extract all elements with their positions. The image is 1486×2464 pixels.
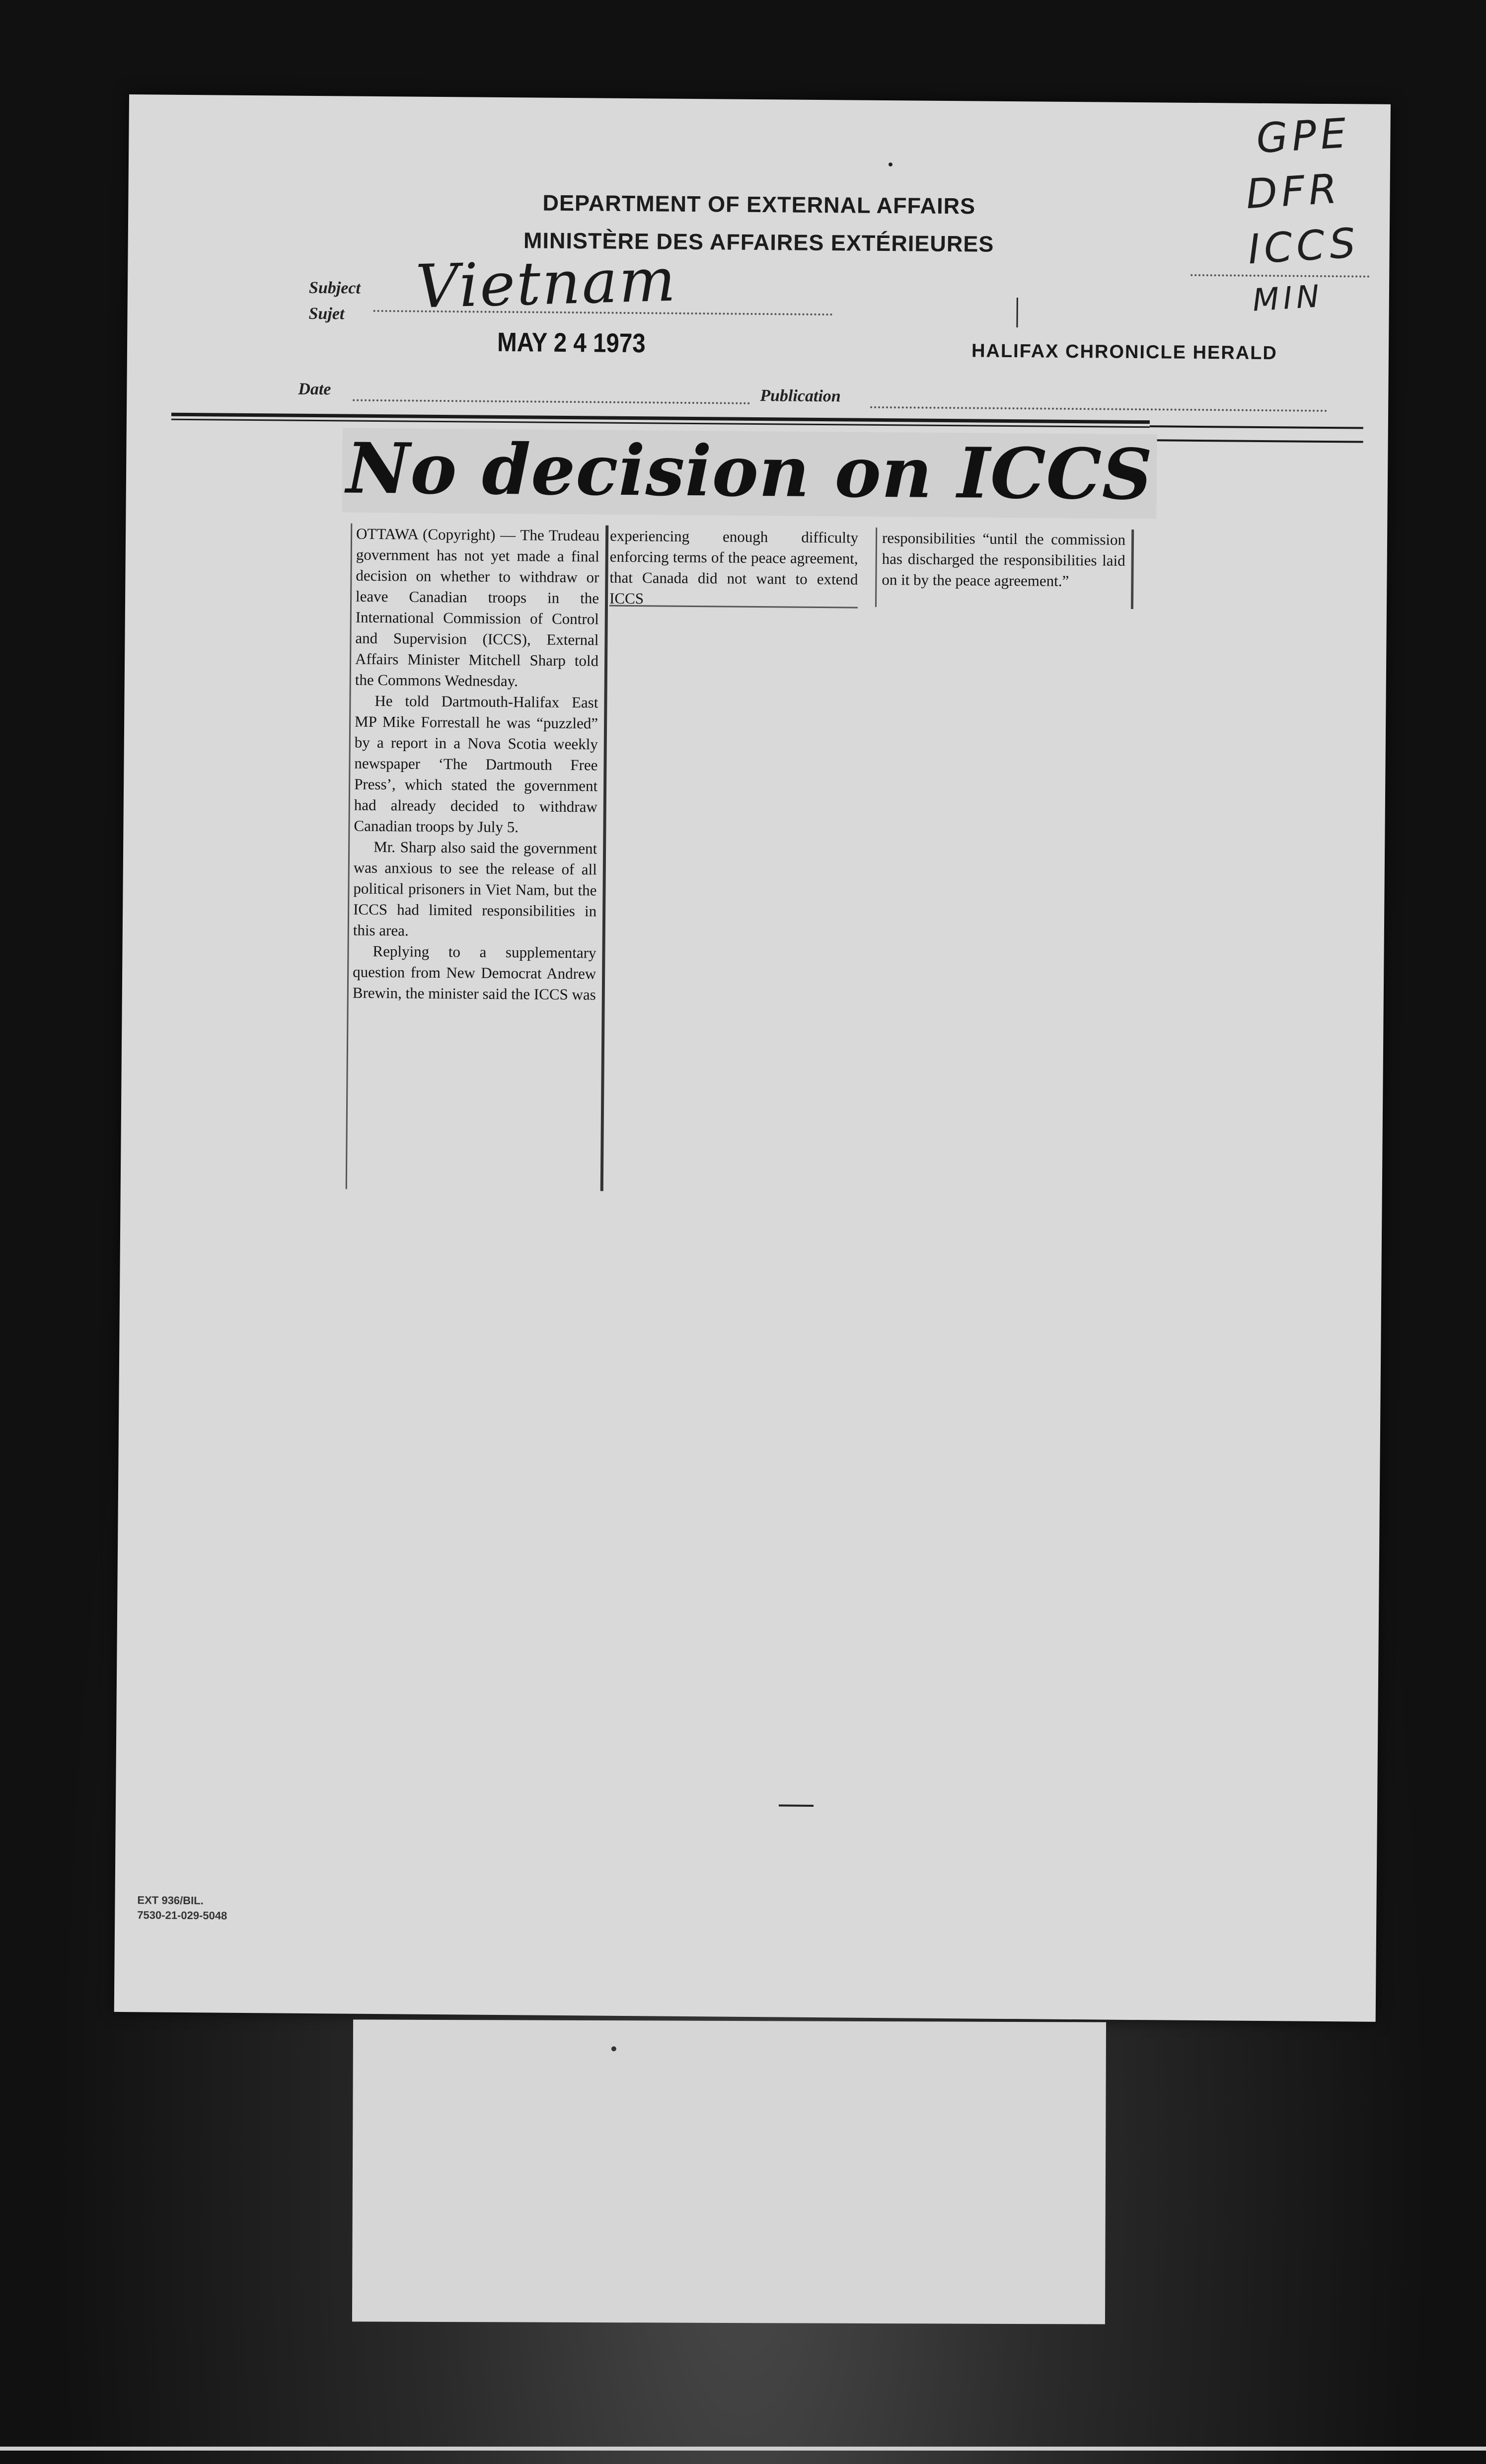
- sujet-label: Sujet: [308, 304, 345, 323]
- article-paragraph: He told Dartmouth-Halifax East MP Mike Forrestall he was “puzzled” by a report in a Nova Scotia weekly newspaper ‘The Dartmouth Free Press’, which stated the government had already decided to withdraw Canadian troops by July 5.: [354, 692, 598, 836]
- publication-value: HALIFAX CHRONICLE HERALD: [971, 340, 1278, 364]
- bottom-edge-strip: [0, 2447, 1486, 2451]
- article-paragraph: OTTAWA (Copyright) — The Trudeau government has not yet made a final decision on whether to withdraw or leave Canadian troops in the International Commission of Control and Supervision (ICCS), External Affairs Minister Mitchell Sharp told the Commons Wednesday.: [355, 525, 600, 690]
- speck: [611, 2046, 616, 2051]
- publication-label: Publication: [760, 386, 841, 406]
- stray-mark: [1016, 298, 1018, 327]
- handwritten-annotation: MIN: [1251, 278, 1325, 318]
- form-code-line: 7530-21-029-5048: [137, 1909, 227, 1922]
- annotation-dotted-line: [1190, 274, 1369, 278]
- article-column-1: [346, 524, 609, 1191]
- subject-label: Subject: [308, 278, 361, 298]
- date-stamp: MAY 2 4 1973: [497, 327, 646, 359]
- date-dotted-line: [353, 399, 750, 404]
- blank-paper-slip: [352, 2019, 1106, 2324]
- handwritten-annotation: DFR: [1244, 165, 1342, 219]
- article-paragraph: Mr. Sharp also said the government was anxious to see the release of all political prisoners in Viet Nam, but the ICCS had limited responsibilities in this area.: [353, 838, 597, 939]
- newspaper-clipping: [337, 424, 1157, 1205]
- subject-value-handwritten: Vietnam: [415, 245, 678, 322]
- article-paragraph: responsibilities “until the commission has discharged the responsibilities laid on it by the peace agreement.”: [882, 529, 1126, 590]
- date-label: Date: [298, 380, 331, 399]
- article-headline: No decision on ICCS: [342, 428, 1157, 519]
- header-french: MINISTÈRE DES AFFAIRES EXTÉRIEURES: [523, 228, 994, 257]
- form-code-line: EXT 936/BIL.: [137, 1894, 204, 1907]
- speck: [889, 162, 892, 166]
- article-paragraph: experiencing enough difficulty enforcing terms of the peace agreement, that Canada did not want to extend ICCS: [609, 527, 859, 608]
- header-english: DEPARTMENT OF EXTERNAL AFFAIRS: [542, 190, 976, 219]
- stray-mark: [779, 1804, 814, 1807]
- header-rule-right-1: [1150, 425, 1363, 429]
- header-rule-right-2: [1150, 439, 1363, 443]
- publication-dotted-line: [870, 406, 1327, 412]
- clipping-form-sheet: [114, 94, 1391, 2022]
- handwritten-annotation: ICCS: [1246, 219, 1361, 274]
- article-column-2: [609, 526, 858, 609]
- handwritten-annotation: GPE: [1255, 109, 1352, 163]
- article-column-3: [875, 528, 1134, 609]
- article-paragraph: Replying to a supplementary question from New Democrat Andrew Brewin, the minister said the ICCS was: [352, 942, 596, 1003]
- form-code: [137, 1893, 227, 1923]
